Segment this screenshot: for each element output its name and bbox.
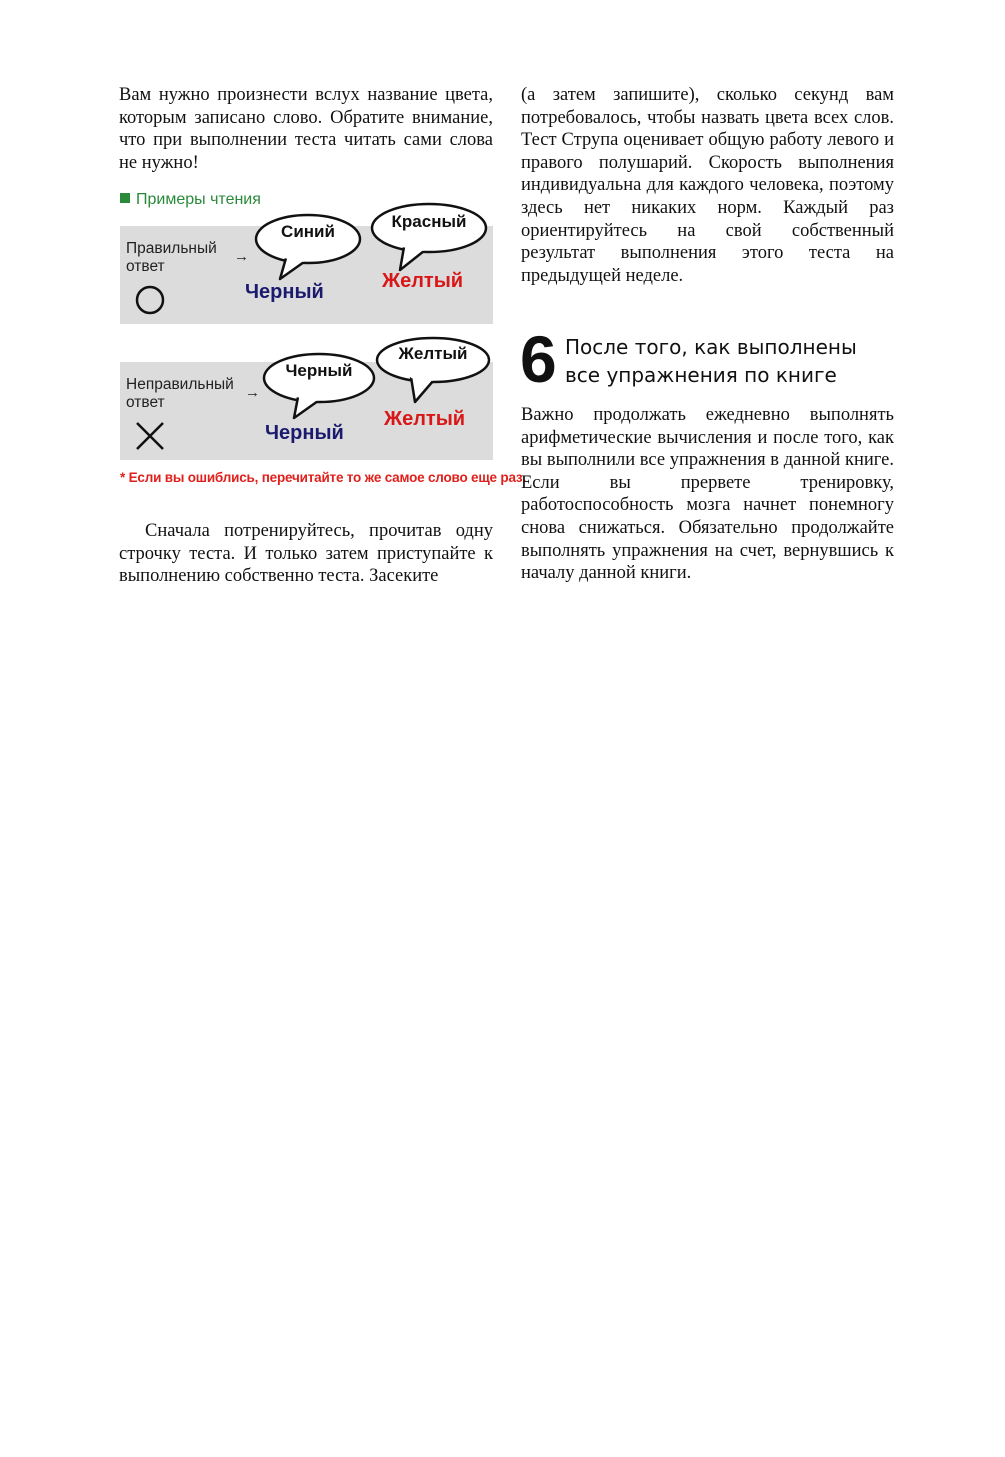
after-paragraph: Сначала потренируйтесь, прочитав одну строчку теста. И только затем приступайте к выполнению собственно теста. Засеките <box>119 521 493 587</box>
bubble-text-1: Синий <box>281 222 335 241</box>
word-yellow-red: Желтый <box>382 270 464 292</box>
word-yellow-red: Желтый <box>384 408 466 430</box>
word-black-blue: Черный <box>265 422 344 444</box>
incorrect-example-panel <box>120 344 493 460</box>
section-title <box>565 333 857 389</box>
green-square-icon <box>120 193 130 203</box>
correct-example-panel <box>120 212 493 324</box>
examples-caption-text: Примеры чтения <box>136 191 261 208</box>
right-column-continuation <box>521 84 894 287</box>
left-column-after <box>119 520 493 588</box>
word-black-blue: Черный <box>245 281 324 303</box>
continuation-paragraph: (а затем запишите), сколько секунд вам потребовалось, чтобы назвать цвета всех слов. Тест Струпа оценивает общую работу левого и правого полушарий. Скорость выполнения индивидуальна для каждого человека, поэтому здесь нет никаких норм. Каждый раз ориентируйтесь на свой собственный результат выполнения этого теста на предыдущей неделе. <box>521 85 894 286</box>
left-column-intro <box>119 84 493 174</box>
cross-icon <box>134 420 166 452</box>
correct-arrow-icon: → <box>234 248 249 265</box>
examples-note: * Если вы ошиблись, перечитайте то же самое слово еще раз. <box>120 470 526 485</box>
section-paragraph: Важно продолжать ежедневно выполнять арифметические вычисления и после того, как вы выполнили все упражнения в данной книге. Если вы прервете тренировку, работоспособность мозга начнет понемногу снова снижаться. Обязательно продолжайте выполнять упражнения на счет, вернувшись к началу данной книги. <box>521 405 894 584</box>
bubble-text-2: Желтый <box>398 344 468 363</box>
bubble-text-1: Черный <box>285 361 353 380</box>
examples-caption <box>120 191 261 209</box>
incorrect-arrow-icon: → <box>245 384 260 401</box>
bubble-text-2: Красный <box>391 212 467 231</box>
section-title-line2: все упражнения по книге <box>565 363 837 387</box>
section-number: 6 <box>520 322 557 396</box>
circle-icon <box>134 284 166 316</box>
correct-label: Правильный ответ <box>126 240 217 275</box>
right-column-section <box>521 404 894 585</box>
incorrect-label: Неправильный ответ <box>126 376 234 411</box>
section-title-line1: После того, как выполнены <box>565 335 857 359</box>
intro-paragraph: Вам нужно произнести вслух название цвета, которым записано слово. Обратите внимание, что при выполнении теста читать сами слова не нужно! <box>119 85 493 173</box>
